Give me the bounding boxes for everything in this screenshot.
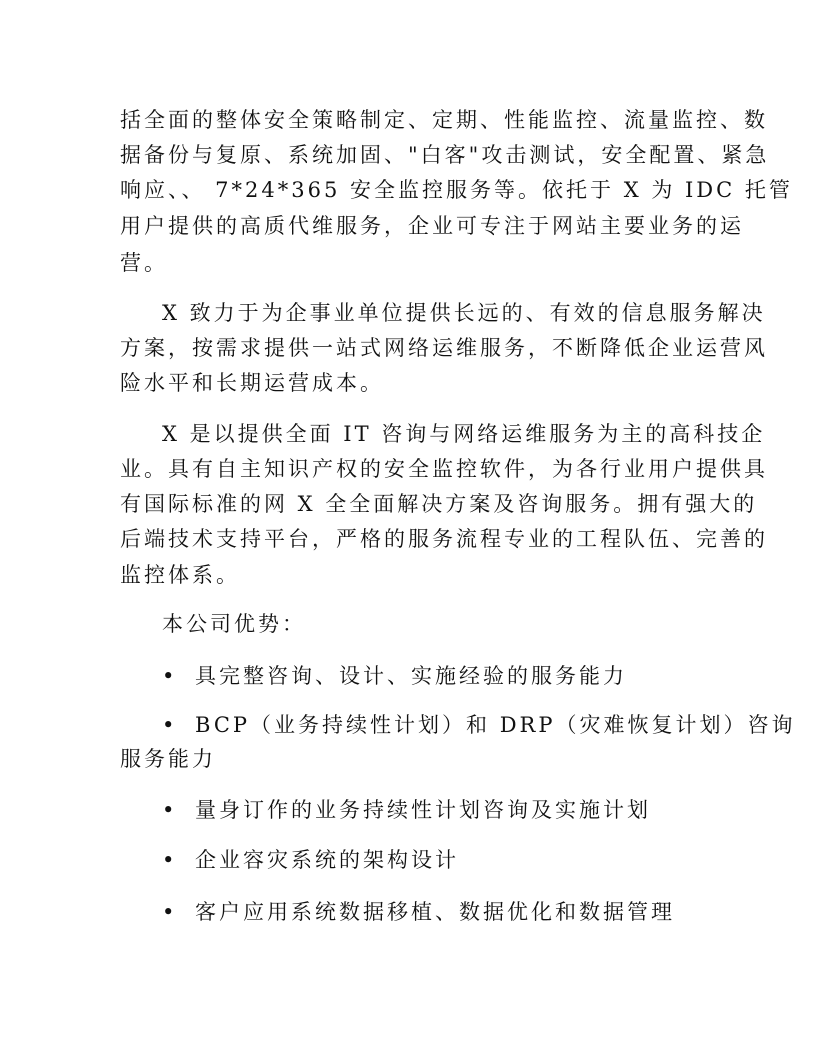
text-line: 据备份与复原、系统加固、"白客"攻击测试，安全配置、紧急 bbox=[120, 143, 770, 167]
text-line: X 致力于为企事业单位提供长远的、有效的信息服务解决 bbox=[162, 301, 766, 325]
text-line: 括全面的整体安全策略制定、定期、性能监控、流量监控、数 bbox=[120, 108, 768, 132]
text-line: 险水平和长期运营成本。 bbox=[120, 371, 384, 395]
list-item: 客户应用系统数据移植、数据优化和数据管理 bbox=[195, 900, 675, 924]
advantages-heading: 本公司优势： bbox=[162, 612, 306, 636]
text-line: 监控体系。 bbox=[120, 563, 240, 587]
text-line: 用户提供的高质代维服务，企业可专注于网站主要业务的运 bbox=[120, 214, 744, 238]
bullet-icon: • bbox=[162, 664, 175, 688]
text-line: X 是以提供全面 IT 咨询与网络运维服务为主的高科技企 bbox=[162, 422, 766, 446]
list-item-continuation: 服务能力 bbox=[120, 747, 216, 771]
text-line: 有国际标准的网 X 全全面解决方案及咨询服务。拥有强大的 bbox=[120, 492, 758, 516]
list-item: 具完整咨询、设计、实施经验的服务能力 bbox=[195, 664, 627, 688]
bullet-icon: • bbox=[162, 848, 175, 872]
list-item: 企业容灾系统的架构设计 bbox=[195, 848, 459, 872]
bullet-icon: • bbox=[162, 713, 175, 737]
text-line: 方案，按需求提供一站式网络运维服务，不断降低企业运营风 bbox=[120, 336, 768, 360]
list-item: BCP（业务持续性计划）和 DRP（灾难恢复计划）咨询 bbox=[195, 713, 796, 737]
text-line: 营。 bbox=[120, 251, 168, 275]
text-line: 响应、、 7*24*365 安全监控服务等。依托于 X 为 IDC 托管 bbox=[120, 178, 793, 202]
bullet-icon: • bbox=[162, 900, 175, 924]
bullet-icon: • bbox=[162, 798, 175, 822]
list-item: 量身订作的业务持续性计划咨询及实施计划 bbox=[195, 798, 651, 822]
text-line: 后端技术支持平台，严格的服务流程专业的工程队伍、完善的 bbox=[120, 527, 768, 551]
text-line: 业。具有自主知识产权的安全监控软件，为各行业用户提供具 bbox=[120, 457, 768, 481]
